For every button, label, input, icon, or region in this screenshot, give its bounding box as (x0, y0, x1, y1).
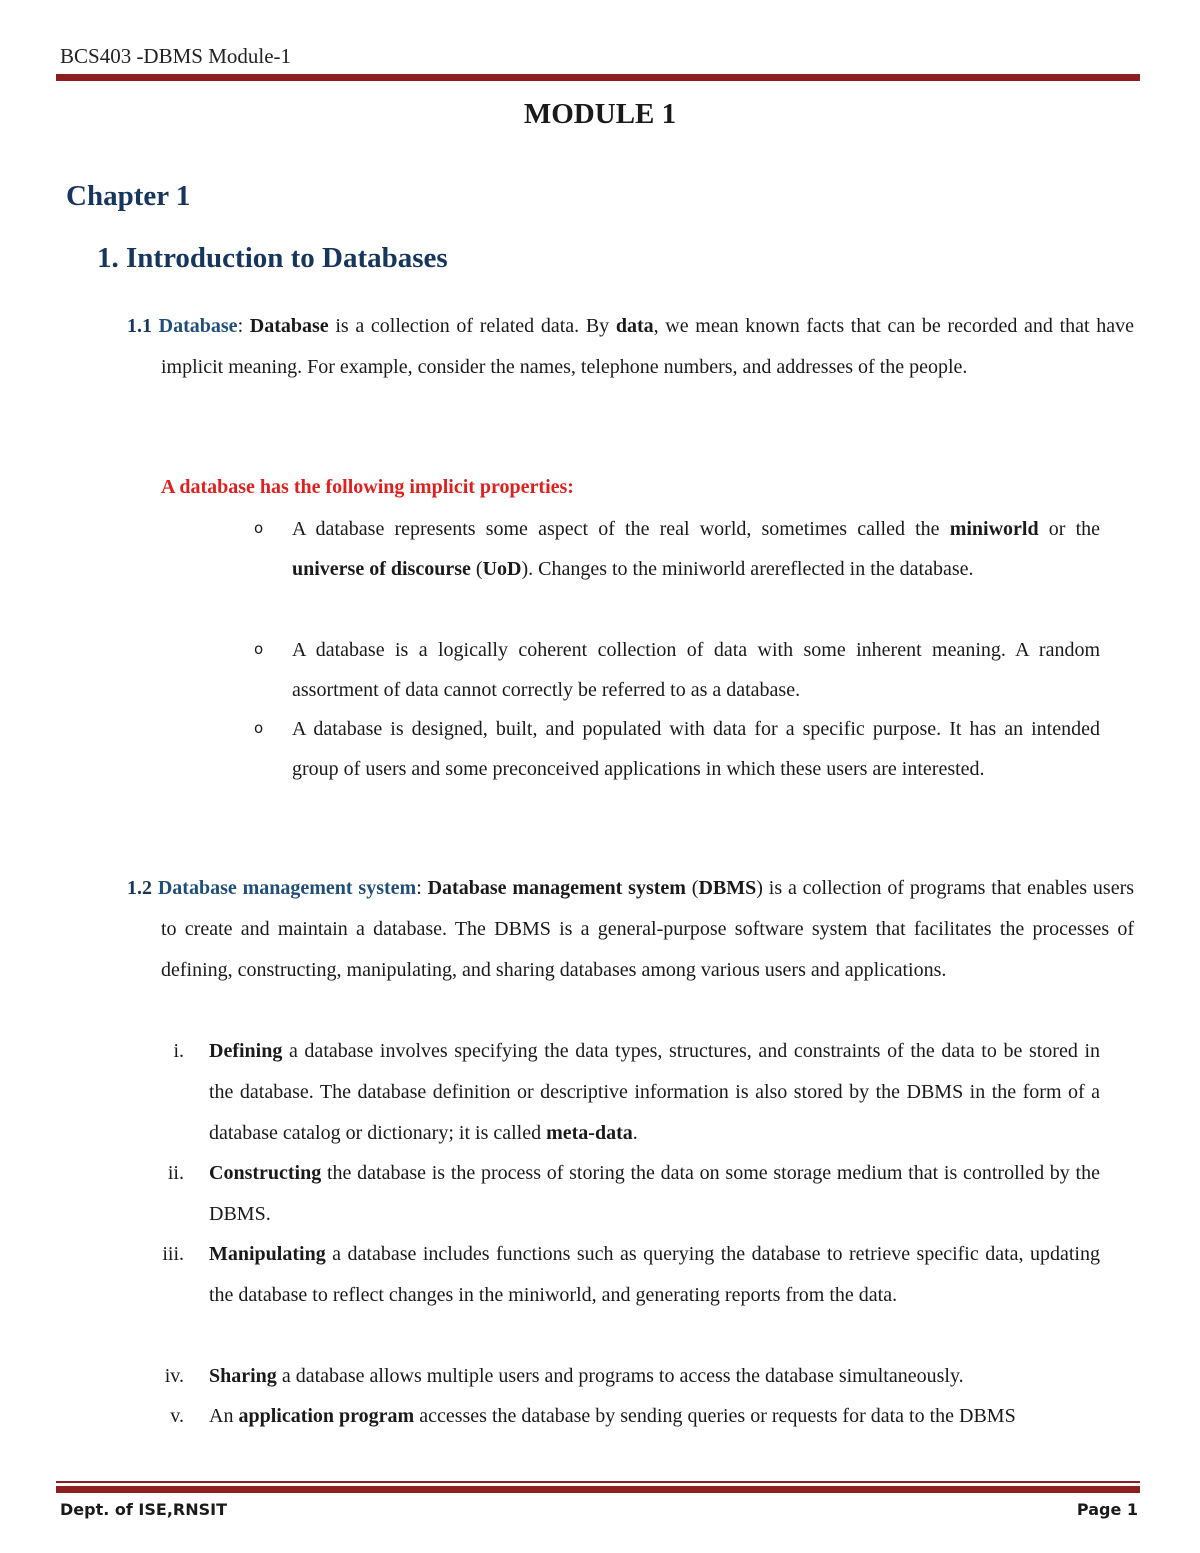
bold-abbr: DBMS (698, 877, 757, 899)
list-marker: ii. (167, 1162, 184, 1184)
bold-term: application program (238, 1405, 415, 1427)
list-marker: iii. (162, 1243, 184, 1265)
list-item (254, 630, 1100, 710)
chapter-title: Chapter 1 (66, 180, 191, 212)
bold-data: data (615, 315, 654, 337)
bold-term: Database (249, 315, 329, 337)
properties-heading: A database has the following implicit properties: (161, 476, 574, 498)
text: a database includes functions such as querying the database to retrieve specific data, updating the database to reflect changes in the miniworld, and generating reports from the data. (209, 1243, 1100, 1306)
list-text (209, 1031, 1100, 1154)
text: An (209, 1405, 239, 1427)
footer-rule-thin (56, 1481, 1140, 1483)
paragraph-1-1 (127, 306, 1134, 388)
text: is a collection of related data. By (328, 315, 616, 337)
text: or the (1038, 518, 1101, 540)
bullet-text (292, 509, 1100, 589)
list-item (140, 1396, 1100, 1437)
text: ) is a collection of programs that enables users to create and maintain a database. The DBMS is a general-purpose software system that facilitates the processes of defining, constructing, manipulating, and sharing databases among various users and applications. (161, 877, 1135, 981)
bold-uod: universe of discourse (292, 558, 471, 580)
bullet-marker: o (254, 640, 264, 658)
text: a database allows multiple users and programs to access the database simultaneously. (276, 1365, 964, 1387)
subsection-number: 1.1 (127, 315, 152, 337)
colon: : (237, 315, 244, 337)
list-text (209, 1153, 1100, 1235)
footer-dept: Dept. of ISE,RNSIT (60, 1500, 227, 1519)
text: a database involves specifying the data types, structures, and constraints of the data to be stored in the database. The database definition or descriptive information is also stored by the DBMS in the form of a database catalog or dictionary; it is called (209, 1040, 1100, 1144)
bold-term: Defining (209, 1040, 283, 1062)
bold-term: meta-data (546, 1122, 633, 1144)
bold-term: Sharing (209, 1365, 277, 1387)
bold-term: Database management system (427, 877, 686, 899)
list-item (254, 509, 1101, 589)
bullet-text: A database is designed, built, and populated with data for a specific purpose. It has an intended group of users and some preconceived applications in which these users are interested. (292, 718, 1100, 780)
paragraph-1-2 (127, 868, 1134, 991)
text: ( (685, 877, 699, 899)
list-item (254, 709, 1100, 789)
bullet-marker: o (254, 519, 264, 537)
list-text (209, 1356, 1100, 1397)
text: , we mean known facts that can be recorded and that have implicit meaning. For example, consider the names, telephone numbers, and addresses of the people. (161, 315, 1134, 378)
footer-rule (56, 1486, 1140, 1493)
subsection-term: Database (158, 315, 238, 337)
list-marker: i. (173, 1040, 184, 1062)
text: the database is the process of storing the data on some storage medium that is controlled by the DBMS. (209, 1162, 1100, 1225)
text: A database represents some aspect of the real world, sometimes called the (292, 518, 950, 540)
list-text (209, 1234, 1100, 1316)
bold-term: Constructing (209, 1162, 322, 1184)
header-rule (56, 74, 1140, 81)
bold-miniworld: miniworld (949, 518, 1039, 540)
subsection-number: 1.2 (127, 877, 152, 899)
text: ( (470, 558, 483, 580)
bullet-text: A database is a logically coherent collection of data with some inherent meaning. A random assortment of data cannot correctly be referred to as a database. (292, 639, 1100, 701)
list-item (140, 1356, 1100, 1397)
section-title: 1. Introduction to Databases (97, 242, 448, 274)
text: . (632, 1122, 638, 1144)
text: accesses the database by sending queries or requests for data to the DBMS (414, 1405, 1016, 1427)
colon: : (416, 877, 422, 899)
bullet-marker: o (254, 719, 264, 737)
module-title: MODULE 1 (523, 98, 677, 130)
bold-term: Manipulating (209, 1243, 326, 1265)
list-marker: iv. (164, 1365, 184, 1387)
header-title: BCS403 -DBMS Module-1 (60, 44, 292, 68)
list-marker: v. (170, 1405, 184, 1427)
footer-page-number: Page 1 (1076, 1500, 1138, 1519)
list-item (140, 1031, 1100, 1154)
list-item (140, 1234, 1100, 1316)
bold-uod-abbr: UoD (482, 558, 522, 580)
subsection-term: Database management system (157, 877, 417, 899)
list-text (209, 1396, 1100, 1437)
text: ). Changes to the miniworld arereflected in the database. (521, 558, 974, 580)
list-item (140, 1153, 1100, 1235)
